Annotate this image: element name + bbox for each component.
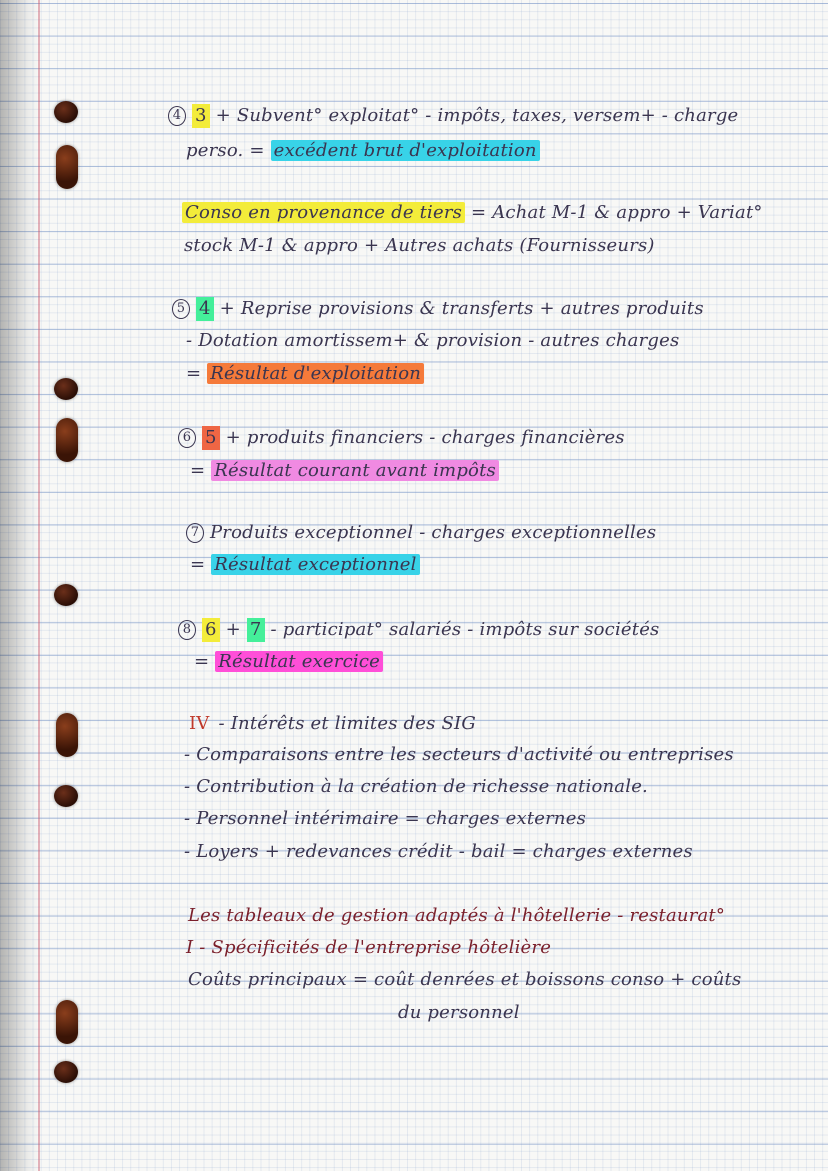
binder-hole (56, 145, 78, 189)
block4-prefix: perso. = (186, 140, 265, 161)
step-number: 6 (178, 428, 196, 448)
conso-text2: stock M-1 & appro + Autres achats (Fournisseurs) (184, 235, 655, 256)
margin-line (38, 0, 40, 1171)
conso-line1 (182, 201, 763, 225)
section4-item (184, 743, 734, 767)
block6-line1 (178, 426, 625, 450)
body-text: Coûts principaux = coût denrées et boissons conso + coûts (188, 969, 742, 990)
binder-hole (56, 1000, 78, 1044)
plus-sign: + (225, 619, 241, 640)
item-text: - Loyers + redevances crédit - bail = charges externes (184, 841, 693, 862)
binder-hole (56, 418, 78, 462)
section4-title: - Intérêts et limites des SIG (218, 713, 476, 734)
binder-hole (54, 1061, 78, 1083)
item-text: - Contribution à la création de richesse nationale. (184, 776, 648, 797)
block8-result: Résultat exercice (215, 651, 383, 672)
binder-hole (54, 584, 78, 606)
step-ref: 4 (196, 297, 214, 321)
block4-result: excédent brut d'exploitation (271, 140, 540, 161)
block8-line2 (194, 650, 383, 674)
block4-line2 (186, 139, 540, 163)
block7-result: Résultat exceptionnel (211, 554, 419, 575)
block6-text: + produits financiers - charges financières (225, 427, 625, 448)
block5-prefix: = (186, 363, 202, 384)
conso-text: = Achat M-1 & appro + Variat° (471, 202, 763, 223)
block8-text: - participat° salariés - impôts sur sociétés (270, 619, 660, 640)
step-ref: 3 (192, 104, 210, 128)
item-text: - Comparaisons entre les secteurs d'activité ou entreprises (184, 744, 734, 765)
block7-prefix: = (190, 554, 206, 575)
step-number: 4 (168, 106, 186, 126)
block5-text: + Reprise provisions & transferts + autres produits (219, 298, 704, 319)
body-text: du personnel (398, 1002, 520, 1023)
item-text: - Personnel intérimaire = charges externes (184, 808, 587, 829)
binder-hole (54, 101, 78, 123)
binder-hole (54, 378, 78, 400)
section4-item (184, 840, 693, 864)
block6-result: Résultat courant avant impôts (211, 460, 499, 481)
section4-item (184, 807, 586, 831)
block6-prefix: = (190, 460, 206, 481)
section4-heading (186, 712, 476, 736)
title-text: Les tableaux de gestion adaptés à l'hôtellerie - restaurat° (188, 905, 726, 926)
block5-result: Résultat d'exploitation (207, 363, 424, 384)
block8-line1 (178, 618, 660, 642)
block7-line2 (190, 553, 420, 577)
step-number: 5 (172, 299, 190, 319)
conso-line2 (184, 234, 655, 258)
section-number: IV (189, 713, 210, 734)
final-line1 (188, 968, 741, 992)
final-title (188, 904, 725, 928)
step-number: 8 (178, 620, 196, 640)
conso-term: Conso en provenance de tiers (182, 202, 465, 223)
block6-line2 (190, 459, 499, 483)
final-line2 (398, 1001, 520, 1025)
binder-hole (54, 785, 78, 807)
final-heading (186, 936, 551, 960)
step-ref: 5 (202, 426, 220, 450)
heading-text: I - Spécificités de l'entreprise hôtelière (186, 937, 552, 958)
block4-text: + Subvent° exploitat° - impôts, taxes, versem+ - charge (215, 105, 739, 126)
binder-hole (56, 713, 78, 757)
block7-line1 (186, 521, 656, 545)
block5-text2: - Dotation amortissem+ & provision - autres charges (186, 330, 680, 351)
step-ref: 7 (247, 618, 265, 642)
block5-line1 (172, 297, 704, 321)
page-edge-shadow (0, 0, 40, 1171)
block5-line3 (186, 362, 424, 386)
step-number: 7 (186, 523, 204, 543)
block8-prefix: = (194, 651, 210, 672)
section4-item (184, 775, 648, 799)
step-ref: 6 (202, 618, 220, 642)
block4-line1 (168, 104, 738, 128)
block7-text: Produits exceptionnel - charges exceptionnelles (210, 522, 657, 543)
block5-line2 (186, 329, 679, 353)
